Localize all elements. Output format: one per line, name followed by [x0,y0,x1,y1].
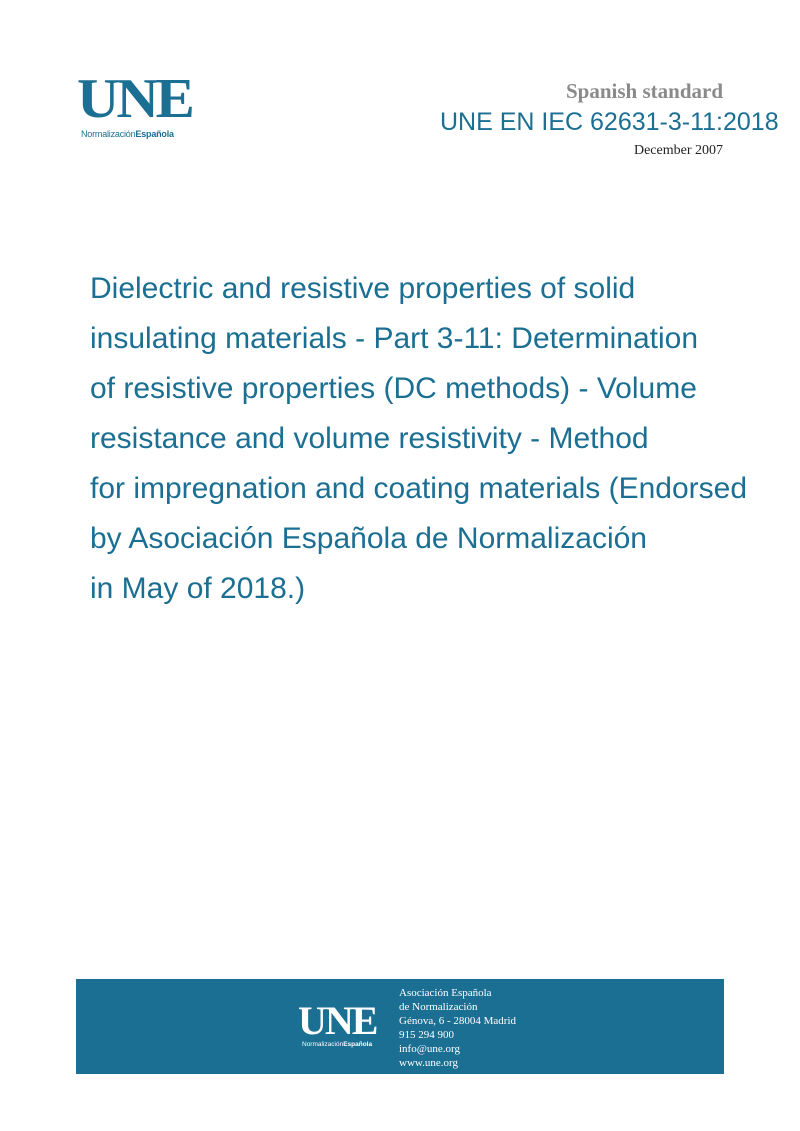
title-line: for impregnation and coating materials (Endorsed [90,472,748,505]
organization-name-line: Asociación Española [399,987,492,999]
document-type-label: Spanish standard [566,79,723,103]
header-kicker-block [566,78,723,104]
title-line: in May of 2018.) [90,572,306,605]
footer-logo-wordmark: UNE [298,998,377,1043]
footer-logo-tagline-regular: Normalización [302,1041,344,1048]
title-line: insulating materials - Part 3-11: Determination [90,322,699,355]
standard-code: UNE EN IEC 62631-3-11:2018 [440,108,779,136]
logo-tagline-regular: Normalización [81,129,136,139]
title-line: resistance and volume resistivity - Method [90,422,649,455]
website-url: www.une.org [399,1057,458,1069]
footer-une-logo [298,998,388,1049]
title-line: of resistive properties (DC methods) - Volume [90,372,697,405]
logo-wordmark: UNE [77,68,192,130]
logo-tagline-bold: Española [135,129,174,139]
title-line: by Asociación Española de Normalización [90,522,647,555]
title-line: Dielectric and resistive properties of solid [90,272,636,305]
publication-date: December 2007 [633,143,723,158]
email-address: info@une.org [399,1043,460,1055]
document-title [90,264,795,614]
organization-name-line: de Normalización [399,1001,478,1013]
footer-banner [76,979,724,1074]
footer-logo-tagline-bold: Española [343,1041,373,1048]
une-logo [77,68,197,140]
footer-contact-info [399,986,516,1070]
phone-number: 915 294 900 [399,1029,454,1041]
address-line: Génova, 6 - 28004 Madrid [399,1015,517,1027]
